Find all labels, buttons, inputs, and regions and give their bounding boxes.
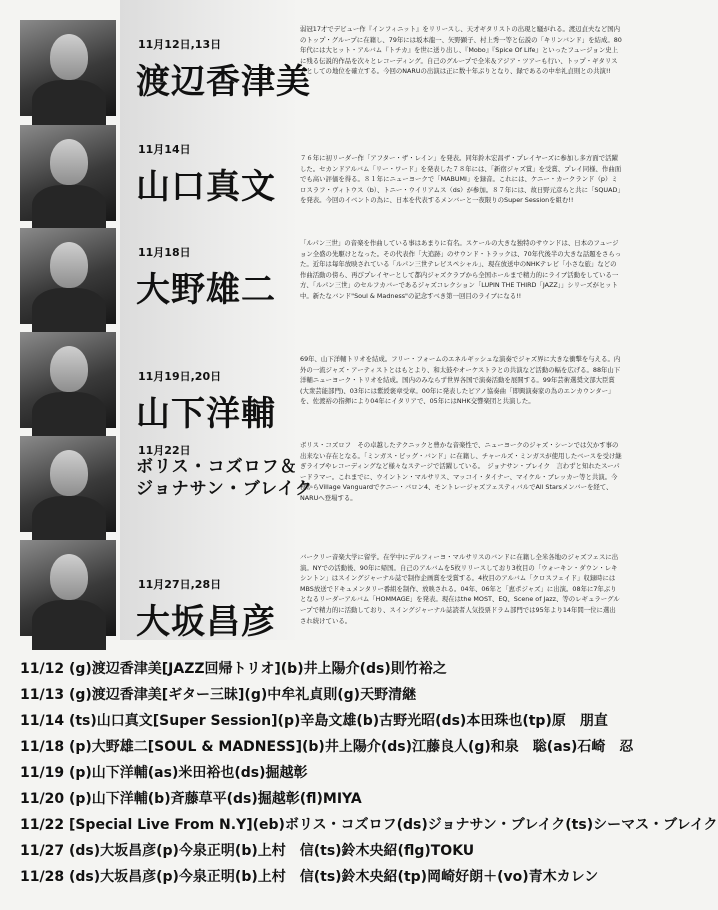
schedule-row: 11/27 (ds)大坂昌彦(p)今泉正明(b)上村 信(ts)鈴木央紹(flg)TOKU	[20, 843, 475, 859]
artist-description: バークリー音楽大学に留学。在学中にデルフィーヨ・マルサリスのバンドに在籍し全米各地のジャズフェスに出演。NYでの活動後、90年に帰国。自己のアルバムを5枚リリースしており3枚目の「ウォーキン・ダウン・レキシントン」はスイングジャーナル誌で制作企画賞を受賞する。4枚目のアルバム「クロスフェイド」収録時にはMBS放送でドキュメンタリー番組を制作、放映される。04年、06年と「恵ポジャズ」に出演。08年に7年ぶりとなるリーダーアルバム「HOMMAGE」を発表。現在はthe MOST、EQ、Scene of Jazz、等のレギュラーグループで精力的に活動しており、スイングジャーナル誌読者人気投票ドラム部門では95年より14年間一位に選出され続けている。	[300, 553, 620, 625]
artist-block-ohno	[0, 228, 640, 332]
artist-date: 11月18日	[138, 246, 191, 259]
artist-block-yamashita	[0, 332, 640, 436]
artist-name: ボリス・コズロフ＆ ジョナサン・ブレイク	[136, 457, 313, 499]
artist-photo	[20, 125, 116, 221]
schedule-row: 11/13 (g)渡辺香津美[ギター三昧](g)中牟礼貞則(g)天野清継	[20, 687, 417, 703]
schedule-list	[20, 656, 718, 890]
artist-photo	[20, 332, 116, 428]
artist-date: 11月19日,20日	[138, 370, 222, 383]
artist-block-kozlov-blake	[0, 436, 640, 540]
schedule-row: 11/20 (p)山下洋輔(b)斉藤草平(ds)掘越彰(fl)MIYA	[20, 791, 362, 807]
artist-date: 11月27日,28日	[138, 578, 222, 591]
artist-date: 11月12日,13日	[138, 38, 222, 51]
artist-name: 渡辺香津美	[136, 62, 311, 102]
artist-name: 山下洋輔	[136, 394, 276, 434]
schedule-row: 11/14 (ts)山口真文[Super Session](p)辛島文雄(b)古野光昭(ds)本田珠也(tp)原 朋直	[20, 713, 608, 729]
artist-description: 弱冠17才でデビュー作『インフィニット』をリリースし、天才ギタリストの出現と騒がれる。渡辺貞夫など国内のトップ・グループに在籍し、79年には坂本龍一、矢野顕子、村上秀一等と伝説の「キリンバンド」を結成。80年代には大ヒット・アルバム『トチカ』を世に送り出し、『Mobo』『Spice Of Life』といったフュージョン史上に残る伝説的作品を次々とレコーディング。自己のグループで全米＆アジア・ツアーも行い、トップ・ギタリストとしての地位を確立する。今回のNARUの出演は正に数十年ぶりとなり、録であるの中牟礼貞則との共演!!	[300, 25, 622, 76]
schedule-row: 11/18 (p)大野雄二[SOUL & MADNESS](b)井上陽介(ds)江藤良人(g)和泉 聡(as)石崎 忍	[20, 739, 634, 755]
artist-name: 大野雄二	[136, 270, 276, 310]
artist-photo	[20, 228, 116, 324]
artist-description: ボリス・コズロフ その卓越したテクニックと豊かな音楽性で、ニューヨークのジャズ・シーンでは欠かす事の出来ない存在となる。「ミンガス・ビッグ・バンド」に在籍し、チャールズ・ミンガスが使用したベースを受け継ぎライブやレコーディングなど様々なステージで活躍している。 ジョナサン・ブレイク 言わずと知れたスーパードラマー。これまでに、ウイントン・マルサリス、マッコイ・タイナー、マイケル・ブレッカー等と共演。今秋からVillage Vanguardでケニー・バロン4、モントレージャズフェスティバルでAll Starsメンバーを経て、NARUへ登場する。	[300, 441, 622, 502]
schedule-row: 11/19 (p)山下洋輔(as)米田裕也(ds)掘越彰	[20, 765, 308, 781]
schedule-row: 11/12 (g)渡辺香津美[JAZZ回帰トリオ](b)井上陽介(ds)則竹裕之	[20, 661, 447, 677]
artist-date: 11月14日	[138, 143, 191, 156]
schedule-row: 11/22 [Special Live From N.Y](eb)ボリス・コズロフ(ds)ジョナサン・ブレイク(ts)シーマス・ブレイク	[20, 817, 718, 833]
artist-block-osaka	[0, 540, 640, 644]
artist-description: ７６年に初リーダー作「アフター・ザ・レイン」を発表。同年鈴木宏昌ザ・プレイヤーズに参加し多方面で活躍した。セカンドアルバム「リー・ワード」を発表した７８年には、「新宿ジャズ賞」を受賞、プレイ同様、作曲面でも高い評価を得る。８１年にニューヨークで「MABUMI」を録音。これには、ケニー・カークランド（p）ミロスラフ・ヴィトウス（b）、トニー・ウイリアムス（ds）が参加。８７年には、故日野元彦らと共に「SQUAD」を発表。今回のイベントの為に、日本を代表するメンバーと一夜限りのSuper Sessionを組む!!	[300, 154, 622, 205]
artist-photo	[20, 436, 116, 532]
artist-description: 69年、山下洋輔トリオを結成。フリー・フォームのエネルギッシュな演奏でジャズ界に大きな衝撃を与える。内外の一流ジャズ・アーティストとはもとより、和太鼓やオーケストラとの共演など活動の幅を広げる。88年山下洋輔ニューヨーク・トリオを結成。国内のみならず世界各国で演奏活動を展開する。99年芸術選奨文部大臣賞(大衆芸能部門)、03年には紫綬褒章受章。00年に発表したピアノ協奏曲「即興演奏家の為のエンカウンター」を、佐渡裕の指揮により04年にイタリアで、05年にはNHK交響楽団と共演した。	[300, 355, 621, 406]
artist-name: 山口真文	[136, 167, 276, 207]
artist-photo	[20, 540, 116, 636]
artist-block-watanabe	[0, 20, 640, 124]
artist-description: 「ルパン三世」の音楽を作曲している事はあまりに有名。スケールの大きな独特のサウンドは、日本のフュージョン全盛の先駆けとなった。その代表作「大追跡」のサウンド・トラックは、70年代後半の大きな話題をさらった。近年は毎年放映されている「ルパン三世テレビスペシャル」、現在放送中のNHKテレビ「小さな旅」などの作曲活動の傍ら、再びプレイヤーとして都内ジャズクラブから全国ホールまで精力的にライブ活動をしている一方、「ルパン三世」のセルフカバーであるジャズコレクション「LUPIN THE THIRD「JAZZ」」シリーズがヒット中。新たなバンド"Soul & Madness"の記念すべき第一回目のライブになる!!	[300, 239, 622, 300]
artist-photo	[20, 20, 116, 116]
artist-date: 11月22日	[138, 444, 191, 457]
artist-name: 大坂昌彦	[136, 602, 276, 642]
schedule-row: 11/28 (ds)大坂昌彦(p)今泉正明(b)上村 信(ts)鈴木央紹(tp)岡崎好朗＋(vo)青木カレン	[20, 869, 599, 885]
artist-block-yamaguchi	[0, 125, 640, 229]
